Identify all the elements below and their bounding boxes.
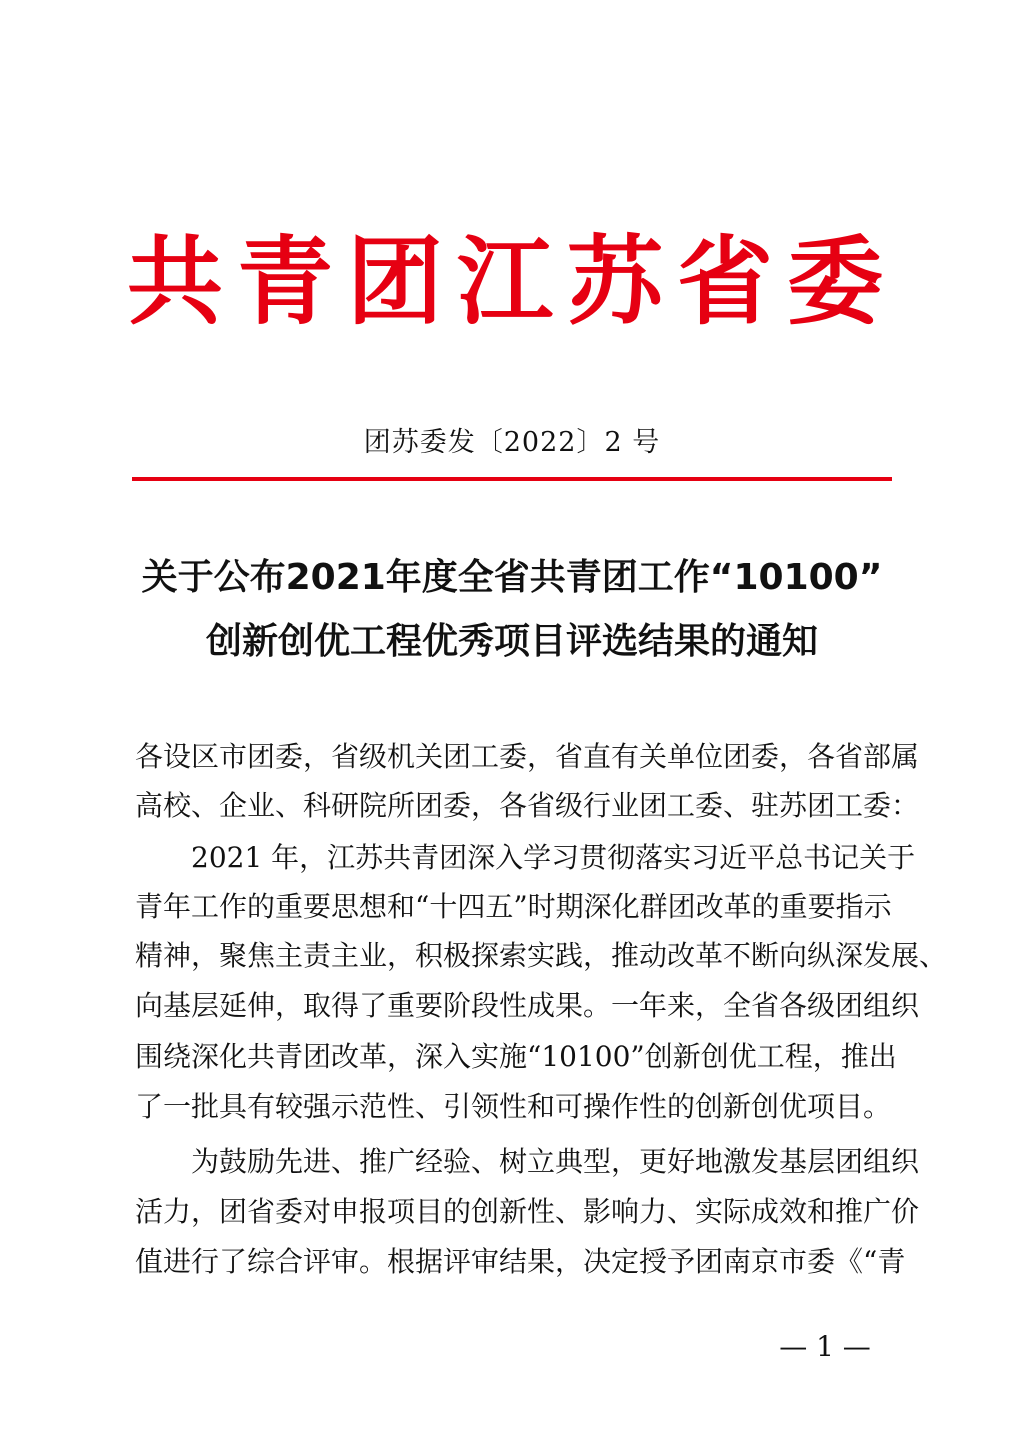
- body-line: 活力，团省委对申报项目的创新性、影响力、实际成效和推广价: [135, 1195, 920, 1228]
- body-line: 了一批具有较强示范性、引领性和可操作性的创新创优项目。: [135, 1090, 892, 1123]
- body-line: 围绕深化共青团改革，深入实施“10100”创新创优工程，推出: [135, 1040, 897, 1073]
- body-line: 各设区市团委，省级机关团工委，省直有关单位团委，各省部属: [135, 740, 920, 773]
- body-line: 向基层延伸，取得了重要阶段性成果。一年来，全省各级团组织: [135, 989, 920, 1022]
- red-separator-rule: [132, 477, 892, 481]
- page-number: — 1 —: [779, 1330, 871, 1363]
- document-number: 团苏委发〔2022〕2 号: [363, 427, 661, 458]
- document-title-line-2: 创新创优工程优秀项目评选结果的通知: [205, 621, 818, 662]
- body-line: 为鼓励先进、推广经验、树立典型，更好地激发基层团组织: [135, 1145, 920, 1178]
- body-line: 值进行了综合评审。根据评审结果，决定授予团南京市委《“青: [135, 1245, 906, 1278]
- document-title-line-1: 关于公布2021年度全省共青团工作“10100”: [141, 557, 883, 598]
- body-line: 高校、企业、科研院所团委，各省级行业团工委、驻苏团工委：: [135, 789, 920, 822]
- body-line: 精神，聚焦主责主业，积极探索实践，推动改革不断向纵深发展、: [135, 939, 948, 972]
- issuing-organization-header: 共青团江苏省委: [127, 226, 897, 338]
- body-line: 青年工作的重要思想和“十四五”时期深化群团改革的重要指示: [135, 890, 892, 923]
- body-line: 2021 年，江苏共青团深入学习贯彻落实习近平总书记关于: [135, 841, 916, 874]
